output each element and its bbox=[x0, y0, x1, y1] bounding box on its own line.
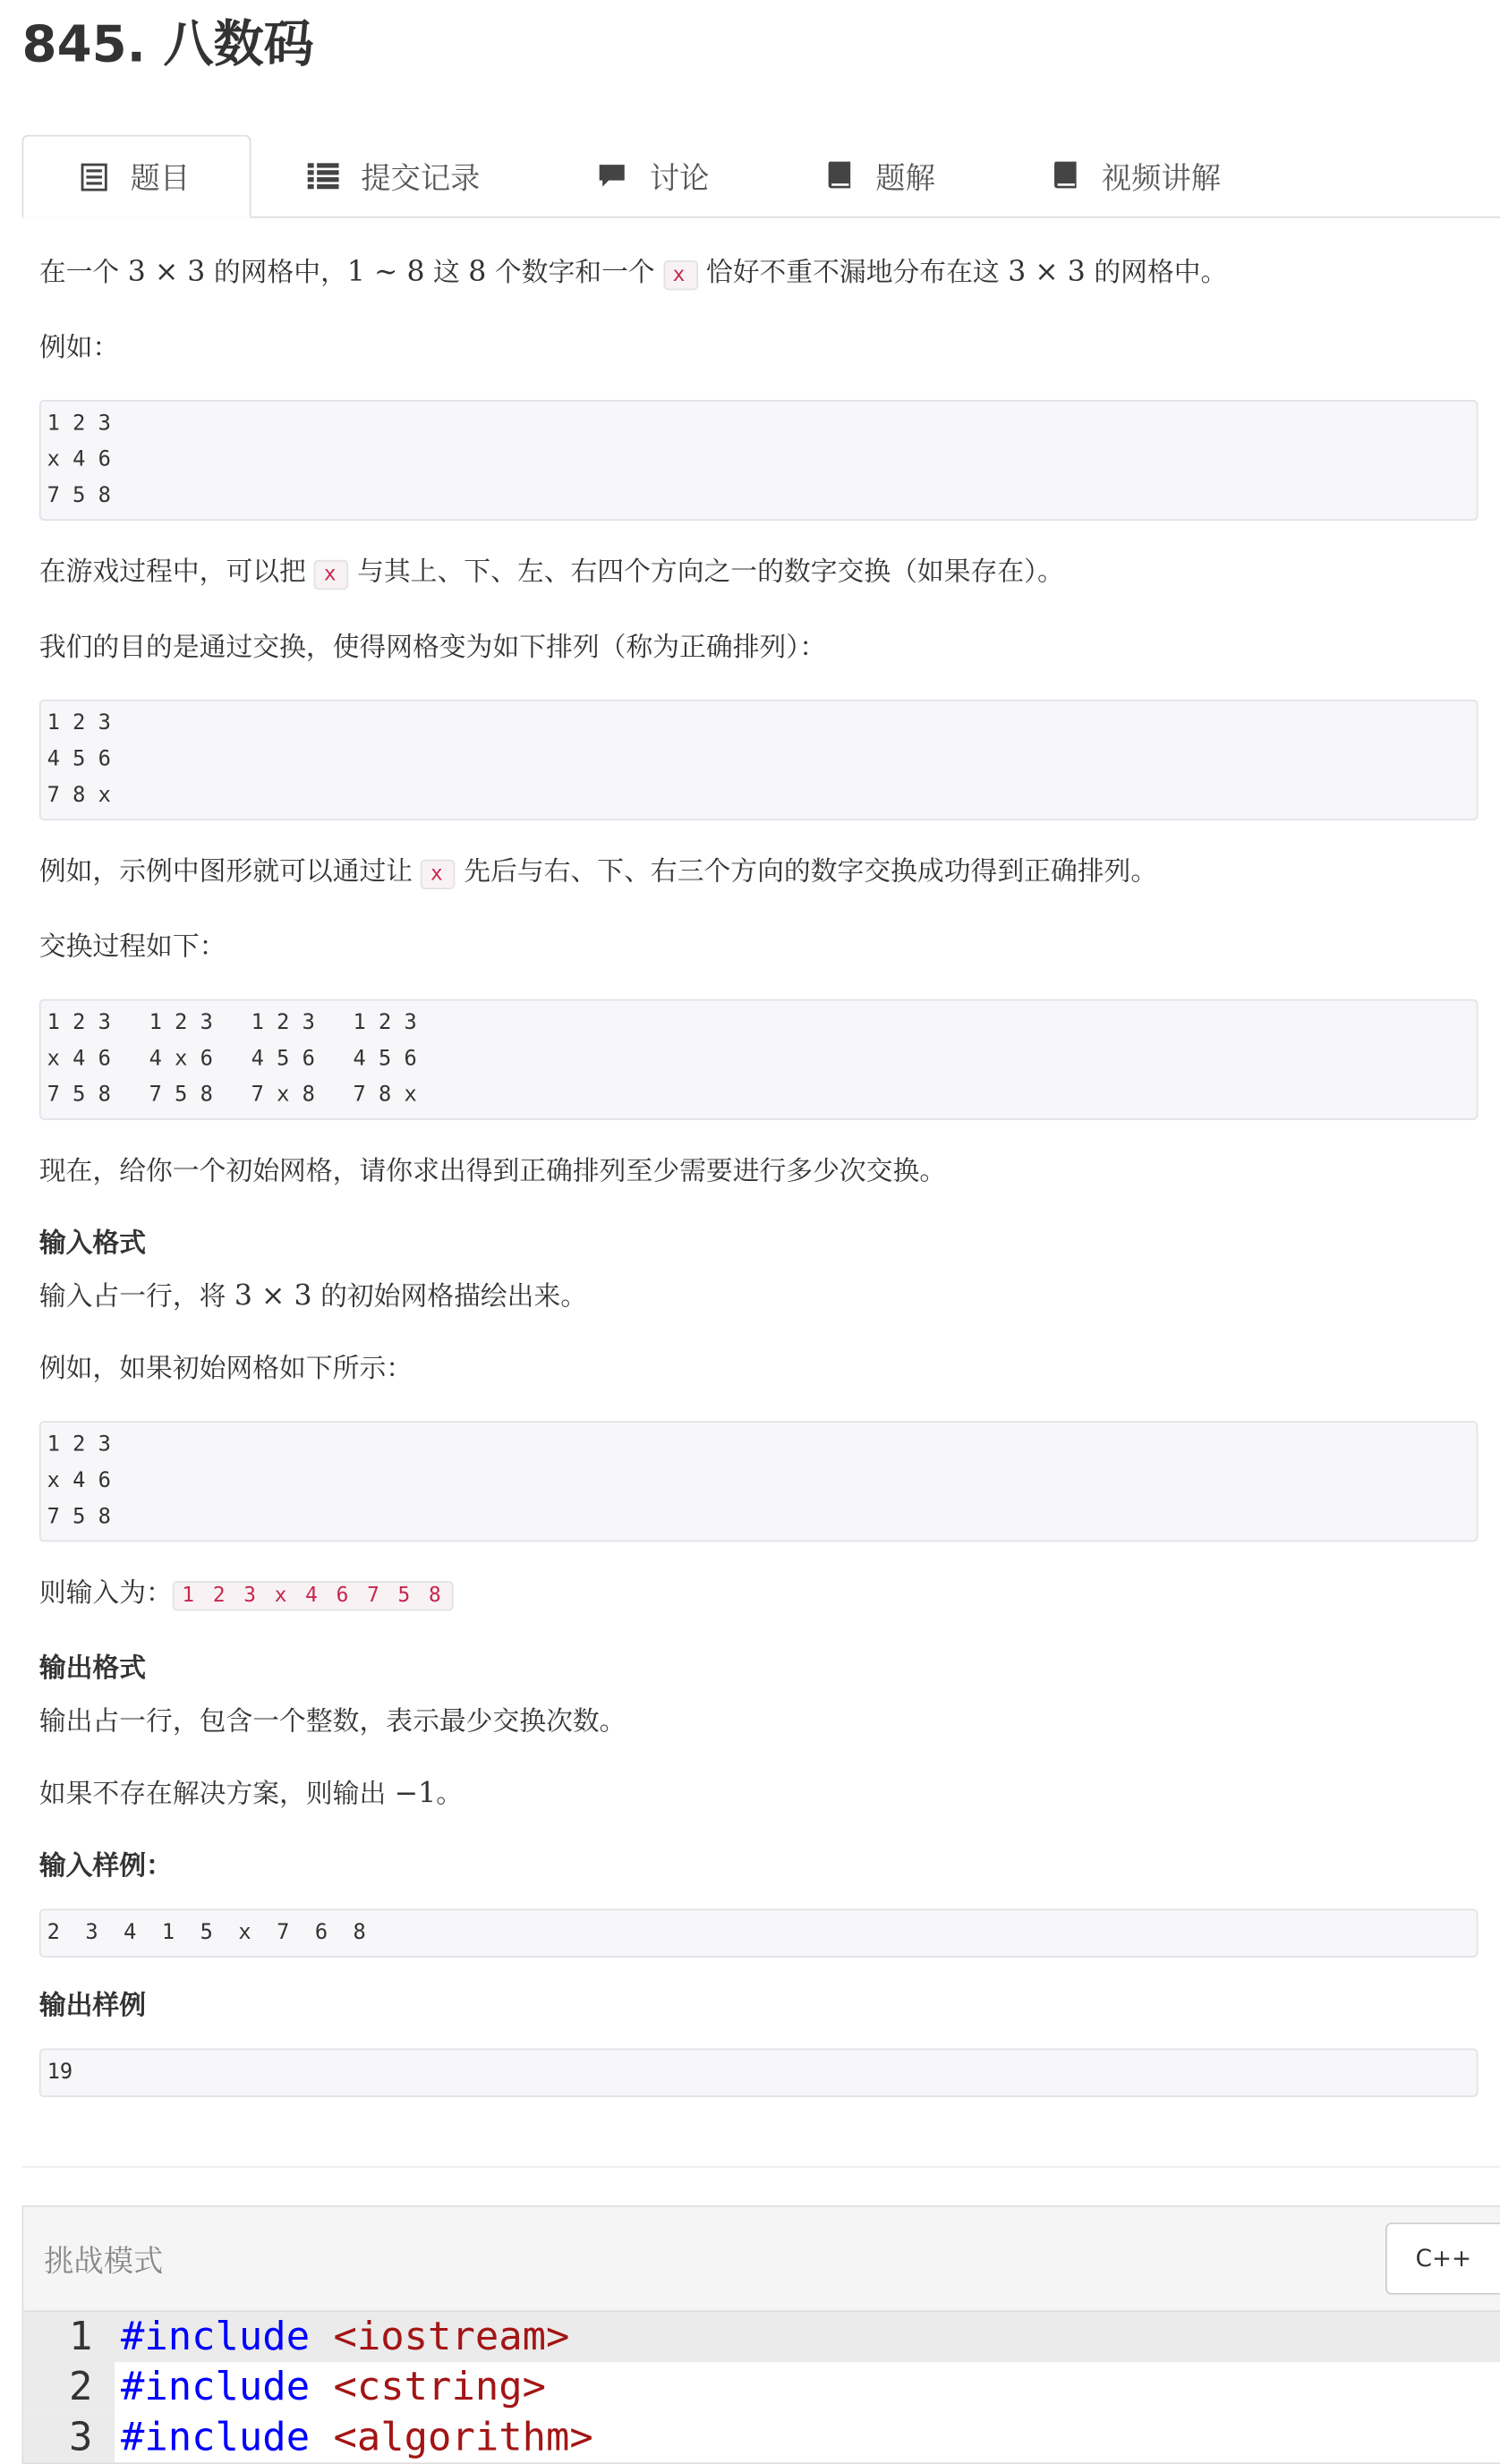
code-line: 3 #include <algorithm> bbox=[23, 2412, 1500, 2462]
code-line: 2 #include <cstring> bbox=[23, 2362, 1500, 2412]
desc-paragraph: 则输入为： 1 2 3 x 4 6 7 5 8 bbox=[39, 1573, 1479, 1617]
tab-discussion[interactable] bbox=[540, 135, 769, 217]
desc-paragraph: 如果不存在解决方案，则输出 −1。 bbox=[38, 1777, 464, 1811]
language-select[interactable]: C++ bbox=[1385, 2222, 1500, 2295]
inline-code: x bbox=[314, 560, 348, 590]
code-line: 1 #include <iostream> bbox=[23, 2312, 1500, 2362]
desc-paragraph: 输入占一行，将 3 × 3 的初始网格描绘出来。 bbox=[38, 1279, 588, 1313]
tab-submissions[interactable] bbox=[251, 135, 541, 217]
input-format-heading: 输入格式 bbox=[38, 1228, 147, 1260]
comment-icon bbox=[596, 162, 627, 191]
code-editor[interactable] bbox=[23, 2312, 1500, 2462]
desc-paragraph: 在游戏过程中，可以把 x 与其上、下、左、右四个方向之一的数字交换（如果存在）。 bbox=[38, 557, 1064, 589]
inline-code: 1 2 3 x 4 6 7 5 8 bbox=[173, 1581, 454, 1610]
page-title: 845. 八数码 bbox=[21, 13, 314, 74]
tab-solutions-label: 题解 bbox=[875, 160, 935, 196]
challenge-mode-label[interactable]: 挑战模式 bbox=[44, 2243, 164, 2279]
divider bbox=[22, 2166, 1500, 2168]
code-block: 1 2 3 4 5 6 7 8 x bbox=[39, 700, 1479, 820]
code-block: 1 2 3 1 2 3 1 2 3 1 2 3 x 4 6 4 x 6 4 5 6 4 5 6 7 5 8 7 5 8 7 x 8 7 8 x bbox=[39, 999, 1479, 1120]
desc-paragraph: 我们的目的是通过交换，使得网格变为如下排列（称为正确排列）： bbox=[38, 632, 827, 664]
tab-discussion-label: 讨论 bbox=[649, 160, 710, 196]
sample-input-block: 2 3 4 1 5 x 7 6 8 bbox=[39, 1909, 1479, 1958]
inline-code: x bbox=[422, 860, 456, 889]
desc-paragraph: 在一个 3 × 3 的网格中，1 ∼ 8 这 8 个数字和一个 x 恰好不重不漏地分布在这 3 × 3 的网格中。 bbox=[38, 255, 1228, 289]
book-icon bbox=[825, 160, 854, 191]
book-icon bbox=[1052, 160, 1080, 191]
example-label: 例如： bbox=[38, 332, 120, 364]
tab-submissions-label: 提交记录 bbox=[361, 160, 481, 196]
editor-header bbox=[23, 2207, 1500, 2312]
tab-problem-label: 题目 bbox=[130, 161, 191, 197]
tab-video[interactable] bbox=[995, 135, 1281, 217]
desc-paragraph: 输出占一行，包含一个整数，表示最少交换次数。 bbox=[38, 1706, 626, 1738]
code-editor-panel bbox=[22, 2205, 1500, 2464]
list-icon bbox=[308, 162, 339, 191]
tab-solutions[interactable] bbox=[769, 135, 994, 217]
problem-description bbox=[22, 218, 1500, 2097]
document-icon bbox=[80, 162, 108, 191]
problem-tabs bbox=[22, 135, 1500, 218]
inline-code: x bbox=[663, 260, 697, 290]
sample-output-block: 19 bbox=[39, 2049, 1479, 2097]
line-number: 3 bbox=[23, 2412, 115, 2462]
code-block: 1 2 3 x 4 6 7 5 8 bbox=[39, 1421, 1479, 1542]
line-number: 2 bbox=[23, 2362, 115, 2412]
desc-paragraph: 现在，给你一个初始网格，请你求出得到正确排列至少需要进行多少次交换。 bbox=[38, 1156, 947, 1188]
code-block: 1 2 3 x 4 6 7 5 8 bbox=[39, 400, 1479, 521]
output-format-heading: 输出格式 bbox=[38, 1653, 147, 1685]
sample-output-heading: 输出样例 bbox=[38, 1990, 147, 2022]
sample-input-heading: 输入样例： bbox=[38, 1850, 173, 1882]
tab-video-label: 视频讲解 bbox=[1101, 160, 1222, 196]
desc-paragraph: 交换过程如下： bbox=[38, 931, 226, 964]
tab-problem[interactable] bbox=[22, 135, 251, 218]
desc-paragraph: 例如，示例中图形就可以通过让 x 先后与右、下、右三个方向的数字交换成功得到正确排列。 bbox=[38, 856, 1158, 888]
line-number: 1 bbox=[23, 2312, 115, 2362]
desc-paragraph: 例如，如果初始网格如下所示： bbox=[38, 1353, 413, 1385]
